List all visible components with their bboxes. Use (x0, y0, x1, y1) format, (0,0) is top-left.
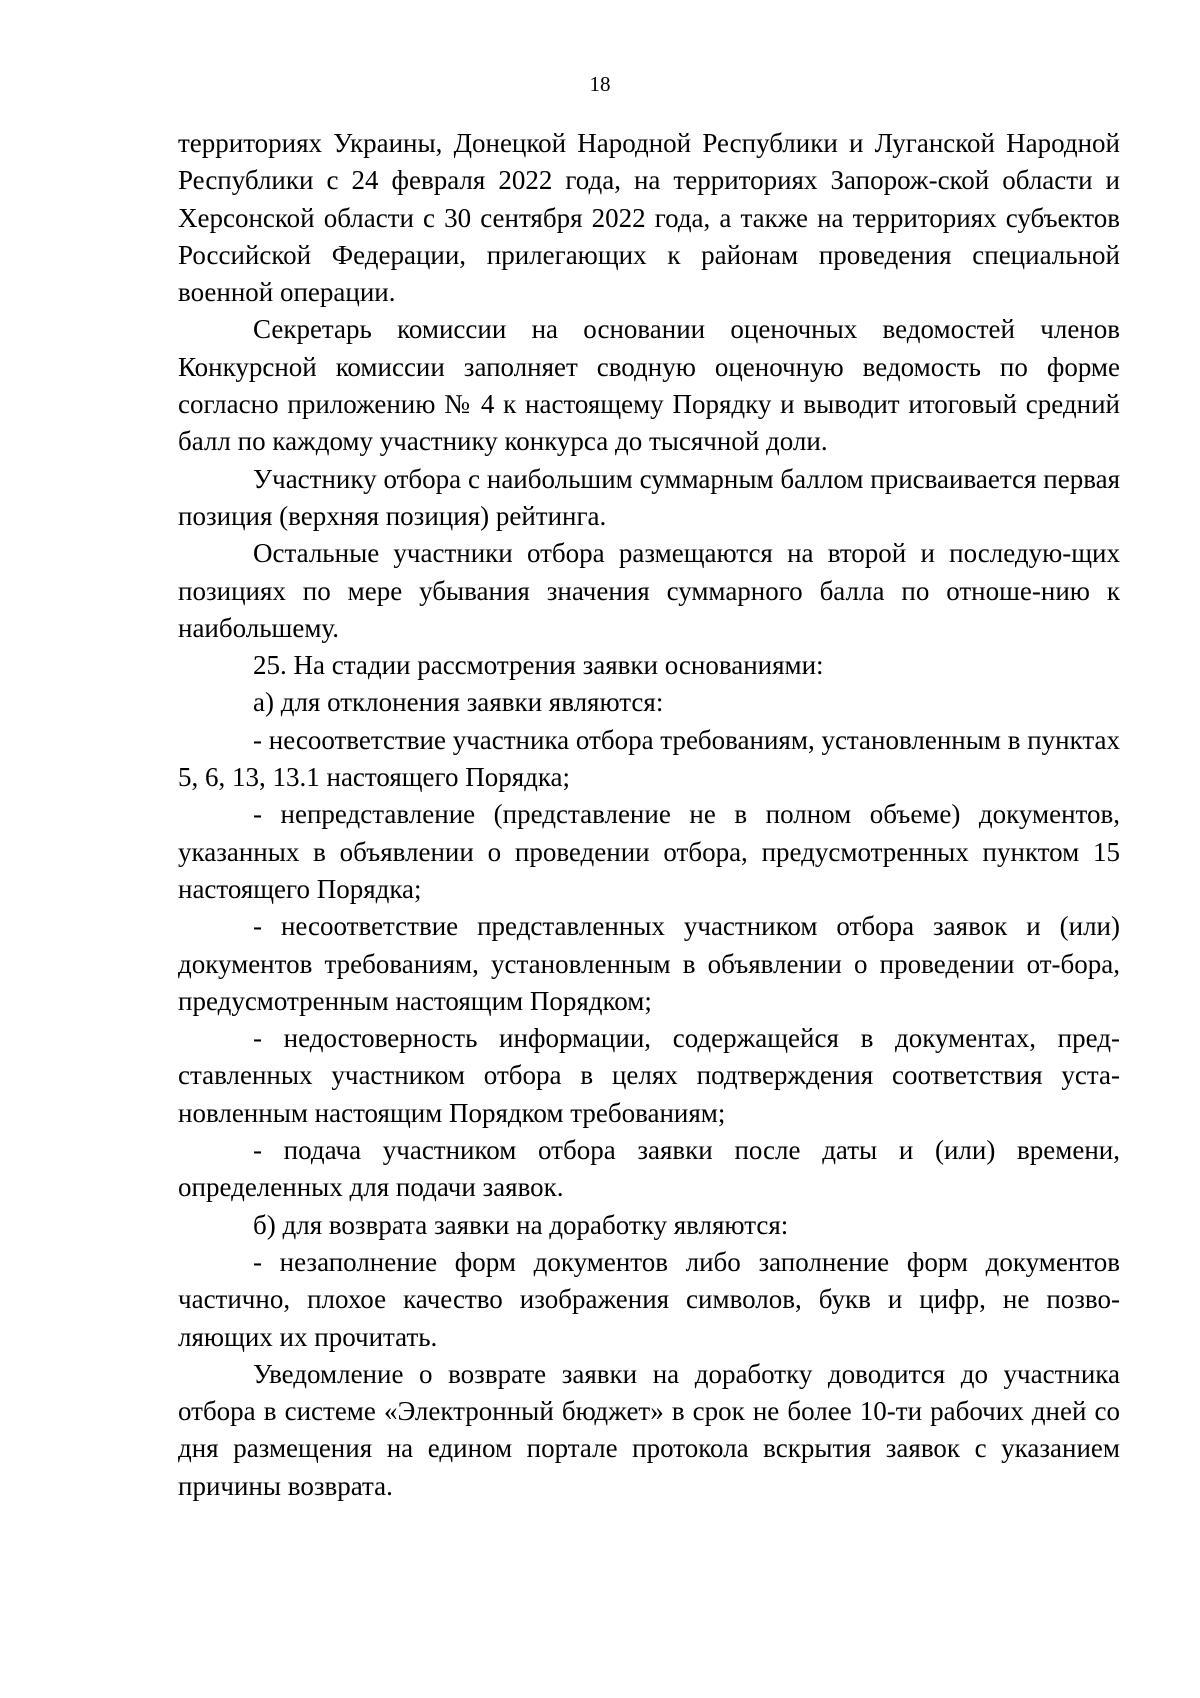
paragraph-top-rating: Участнику отбора с наибольшим суммарным баллом присваивается первая позиция (верхняя позиция) рейтинга. (178, 463, 1120, 531)
document-body (178, 125, 1120, 1505)
clause-25-heading: 25. На стадии рассмотрения заявки основаниями: (253, 650, 824, 681)
list-item-documents-mismatch: - несоответствие представленных участником отбора заявок и (или) документов требованиям, установленным в объявлении о проведении от-бора, предусмотренным настоящим Порядком; (178, 911, 1120, 1016)
list-item-late-submission: - подача участником отбора заявки после даты и (или) времени, определенных для подачи заявок. (178, 1135, 1120, 1203)
list-item-missing-documents: - непредставление (представление не в полном объеме) документов, указанных в объявлении о проведении отбора, предусмотренных пунктом 15 настоящего Порядка; (178, 799, 1120, 904)
subclause-a-heading: а) для отклонения заявки являются: (253, 687, 664, 718)
paragraph-continuation: территориях Украины, Донецкой Народной Республики и Луганской Народной Республики с 24 февраля 2022 года, на территориях Запорож-ской области и Херсонской области с 30 сентября 2022 года, а также на территориях субъектов Российской Федерации, прилегающих к районам проведения специальной военной операции. (178, 128, 1120, 308)
paragraph-secretary-summary: Секретарь комиссии на основании оценочных ведомостей членов Конкурсной комиссии заполняет сводную оценочную ведомость по форме согласно приложению № 4 к настоящему Порядку и выводит итоговый средний балл по каждому участнику конкурса до тысячной доли. (178, 314, 1120, 457)
list-item-incomplete-forms: - незаполнение форм документов либо заполнение форм документов частично, плохое качество изображения символов, букв и цифр, не позво-ляющих их прочитать. (178, 1246, 1120, 1352)
subclause-b-heading: б) для возврата заявки на доработку являются: (253, 1209, 789, 1240)
page-number: 18 (589, 72, 611, 96)
list-item-requirements-mismatch: - несоответствие участника отбора требованиям, установленным в пунктах 5, 6, 13, 13.1 настоящего Порядка; (178, 724, 1120, 793)
list-item-false-information: - недостоверность информации, содержащейся в документах, пред-ставленных участником отбора в целях подтверждения соответствия уста-новленным настоящим Порядком требованиям; (178, 1023, 1120, 1128)
paragraph-other-positions: Остальные участники отбора размещаются на второй и последую-щих позициях по мере убывания значения суммарного балла по отноше-нию к наибольшему. (178, 538, 1120, 643)
paragraph-return-notification: Уведомление о возврате заявки на доработку доводится до участника отбора в системе «Электронный бюджет» в срок не более 10-ти рабочих дней со дня размещения на едином портале протокола вскрытия заявок с указанием причины возврата. (178, 1358, 1120, 1501)
